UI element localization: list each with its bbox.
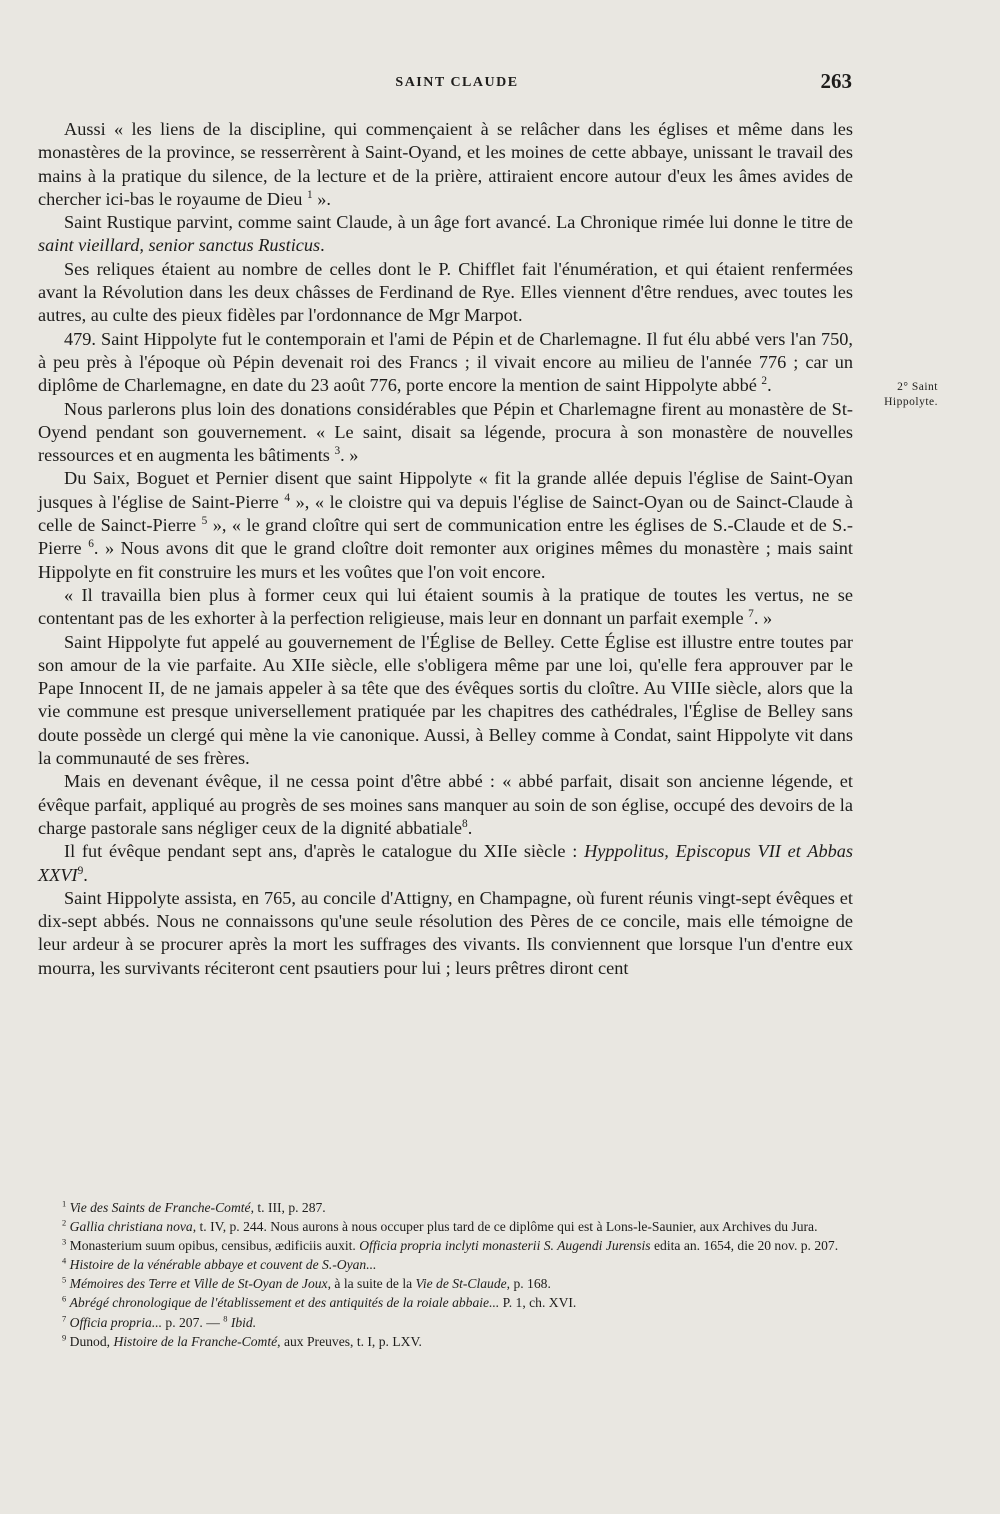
footnote-ref[interactable]: 1	[307, 188, 313, 201]
footnote-ref[interactable]: 5	[201, 514, 208, 527]
margin-note	[858, 380, 938, 410]
footnote: $^7$ Officia propria... p. 207. — $^8$ Ibid.	[62, 1313, 257, 1330]
paragraph: « Il travailla bien plus à former ceux qui lui étaient soumis à la pratique de toutes les vertus, ne se contentant pas de les exhorter à la perfection religieuse, mais leur en donnant un parfait exemple $^7$. »	[38, 584, 853, 629]
footnote: $^2$ Gallia christiana nova, t. IV, p. 244. Nous aurons à nous occuper plus tard de ce diplôme qui est à Lons-le-Saunier, aux Archives du Jura.	[62, 1217, 818, 1235]
footnote-ref[interactable]: 7	[748, 608, 754, 621]
footnote-ref[interactable]: 3	[334, 445, 341, 458]
footnote-ref[interactable]: 6	[88, 538, 94, 551]
paragraph: 479. Saint Hippolyte fut le contemporain et l'ami de Pépin et de Charlemagne. Il fut élu abbé vers l'an 750, à peu près à l'époque où Pépin devenait roi des Francs ; il vivait encore au milieu de l'année 776 ; car un diplôme de Charlemagne, en date du 23 août 776, porte encore la mention de saint Hippolyte abbé $^2$.	[38, 328, 853, 396]
footnote: $^4$ Histoire de la vénérable abbaye et couvent de S.-Oyan...	[62, 1255, 377, 1273]
footnote-ref[interactable]: 9	[77, 864, 84, 877]
footnote-ref[interactable]: 8	[462, 817, 468, 830]
margin-note-line: 2° Saint	[897, 381, 938, 393]
footnote: $^9$ Dunod, Histoire de la Franche-Comté, aux Preuves, t. I, p. LXV.	[62, 1332, 422, 1349]
footnote: $^6$ Abrégé chronologique de l'établissement et des antiquités de la roiale abbaie... P. 1, ch. XVI.	[62, 1293, 577, 1311]
paragraph: Saint Hippolyte fut appelé au gouvernement de l'Église de Belley. Cette Église est illustre entre toutes par son amour de la vie parfaite. Au XIIe siècle, elle s'obligera même par une loi, qu'elle fera approuver par le Pape Innocent II, de ne jamais appeler à sa tête que des évêques sortis du cloître. Au VIIIe siècle, alors que la vie commune est presque universellement pratiquée par les chapitres des cathédrales, l'Église de Belley sans doute possède un clergé qui mène la vie canonique. Aussi, à Belley comme à Condat, saint Hippolyte vit dans la communauté de ses frères.	[38, 631, 853, 769]
footnotes	[38, 1198, 853, 1351]
footnote-ref[interactable]: 4	[284, 491, 291, 504]
running-title: SAINT CLAUDE	[395, 75, 519, 90]
footnote-ref[interactable]: 2	[761, 375, 768, 388]
paragraph: Saint Rustique parvint, comme saint Claude, à un âge fort avancé. La Chronique rimée lui donne le titre de saint vieillard, senior sanctus Rusticus.	[38, 212, 853, 256]
footnote: $^3$ Monasterium suum opibus, censibus, ædificiis auxit. Officia propria inclyti monasterii S. Augendi Jurensis edita an. 1654, die 20 nov. p. 207.	[62, 1236, 839, 1254]
margin-note-line: Hippolyte.	[884, 396, 938, 408]
footnote: $^1$ Vie des Saints de Franche-Comté, t. III, p. 287.	[62, 1198, 326, 1215]
paragraph: Saint Hippolyte assista, en 765, au concile d'Attigny, en Champagne, où furent réunis vingt-sept évêques et dix-sept abbés. Nous ne connaissons qu'une seule résolution des Pères de ce concile, mais elle témoigne de leur ardeur à se procurer après la mort les suffrages des vivants. Ils conviennent que lorsque l'un d'entre eux mourra, les survivants réciteront cent psautiers pour lui ; leurs prêtres diront cent	[38, 887, 853, 978]
footnote: $^5$ Mémoires des Terre et Ville de St-Oyan de Joux, à la suite de la Vie de St-Claude, p. 168.	[62, 1274, 551, 1292]
paragraph: Du Saix, Boguet et Pernier disent que saint Hippolyte « fit la grande allée depuis l'église de Saint-Oyan jusques à l'église de Saint-Pierre $^4$ », « le cloistre qui va depuis l'église de Sainct-Oyan ou de Sainct-Claude à celle de Sainct-Pierre $^5$ », « le grand cloître qui sert de communication entre les églises de S.-Claude et de S.-Pierre $^6$. » Nous avons dit que le grand cloître doit remonter aux origines mêmes du monastère ; mais saint Hippolyte en fit construire les murs et les voûtes que l'on voit encore.	[38, 468, 853, 582]
paragraph: Mais en devenant évêque, il ne cessa point d'être abbé : « abbé parfait, disait son ancienne légende, et évêque parfait, appliqué au progrès de ses moines sans manquer au soin de son église, occupé des devoirs de la charge pastorale sans négliger ceux de la dignité abbatiale$^8$.	[38, 771, 853, 838]
paragraph: Il fut évêque pendant sept ans, d'après le catalogue du XIIe siècle : Hyppolitus, Episcopus VII et Abbas XXVI$^9$.	[38, 841, 853, 885]
paragraph: Ses reliques étaient au nombre de celles dont le P. Chifflet fait l'énumération, et qui étaient renfermées avant la Révolution dans les deux châsses de Ferdinand de Rye. Elles viennent d'être rendues, avec toutes les autres, au culte des pieux fidèles par l'ordonnance de Mgr Marpot.	[38, 258, 853, 326]
main-text	[38, 118, 853, 980]
paragraph: Nous parlerons plus loin des donations considérables que Pépin et Charlemagne firent au monastère de St-Oyend pendant son gouvernement. « Le saint, disait sa légende, procura à son monastère de nouvelles ressources et en augmenta les bâtiments $^3$. »	[38, 398, 853, 466]
paragraph: Aussi « les liens de la discipline, qui commençaient à se relâcher dans les églises et même dans les monastères de la province, se resserrèrent à Saint-Oyand, et les moines de cette abbaye, unissant le travail des mains à la pratique du silence, de la lecture et de la prière, attiraient encore autour d'eux les âmes avides de chercher ici-bas le royaume de Dieu $^1$ ».	[38, 119, 853, 209]
running-head	[62, 69, 852, 95]
page-number: 263	[820, 69, 852, 93]
